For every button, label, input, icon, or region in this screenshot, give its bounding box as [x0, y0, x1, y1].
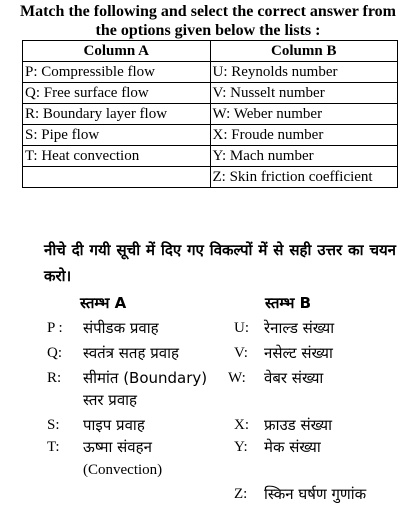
hindi-left-text: स्वतंत्र सतह प्रवाह	[83, 344, 179, 362]
column-b-cell: W: Weber number	[210, 104, 398, 125]
hindi-right-label: Y:	[234, 439, 248, 455]
hindi-column-b-header: स्तम्भ B	[265, 294, 312, 312]
column-a-cell: P: Compressible flow	[23, 62, 211, 83]
hindi-right-label: V:	[234, 345, 248, 361]
hindi-left-label: Q:	[47, 345, 62, 361]
hindi-right-label: W:	[228, 370, 246, 386]
hindi-right-text: रेनाल्ड संख्या	[264, 319, 335, 337]
hindi-left-text: संपीडक प्रवाह	[83, 319, 159, 337]
match-table	[22, 40, 398, 188]
hindi-right-text: नसेल्ट संख्या	[264, 344, 333, 362]
hindi-right-label: X:	[234, 417, 249, 433]
hindi-left-text: पाइप प्रवाह	[83, 416, 145, 434]
column-a-cell: S: Pipe flow	[23, 125, 211, 146]
hindi-right-text: वेबर संख्या	[264, 369, 324, 387]
column-a-header: Column A	[23, 41, 211, 62]
column-a-cell: T: Heat convection	[23, 146, 211, 167]
question-instruction-hindi: नीचे दी गयी सूची में दिए गए विकल्पों में से सही उत्तर का चयन करो।	[44, 241, 396, 285]
table-row	[23, 167, 398, 188]
column-b-cell: Y: Mach number	[210, 146, 398, 167]
column-b-header: Column B	[210, 41, 398, 62]
hindi-right-label: Z:	[234, 486, 248, 502]
hindi-left-label: R:	[47, 370, 62, 386]
hindi-right-label: U:	[234, 320, 249, 336]
hindi-left-label: T:	[47, 439, 60, 455]
question-instruction-english: Match the following and select the correct answer from the options given below the lists :	[20, 3, 396, 39]
table-row	[23, 104, 398, 125]
column-a-cell: Q: Free surface flow	[23, 83, 211, 104]
hindi-left-text-continued: स्तर प्रवाह	[83, 391, 138, 409]
column-b-cell: Z: Skin friction coefficient	[210, 167, 398, 188]
column-a-cell	[23, 167, 211, 188]
table-header-row	[23, 41, 398, 62]
hindi-column-a-header: स्तम्भ A	[80, 294, 127, 312]
table-row	[23, 146, 398, 167]
column-b-cell: V: Nusselt number	[210, 83, 398, 104]
column-a-cell: R: Boundary layer flow	[23, 104, 211, 125]
hindi-right-text: फ्राउड संख्या	[264, 416, 332, 434]
hindi-left-text: सीमांत (Boundary)	[83, 369, 208, 387]
hindi-left-label: P :	[47, 320, 63, 336]
column-b-cell: X: Froude number	[210, 125, 398, 146]
hindi-left-label: S:	[47, 417, 60, 433]
table-row	[23, 83, 398, 104]
table-row	[23, 62, 398, 83]
table-row	[23, 125, 398, 146]
hindi-right-text: स्किन घर्षण गुणांक	[264, 485, 367, 503]
hindi-left-text: ऊष्मा संवहन	[83, 438, 152, 456]
hindi-right-text: मेक संख्या	[264, 438, 321, 456]
hindi-left-text-continued: (Convection)	[83, 462, 163, 478]
column-b-cell: U: Reynolds number	[210, 62, 398, 83]
